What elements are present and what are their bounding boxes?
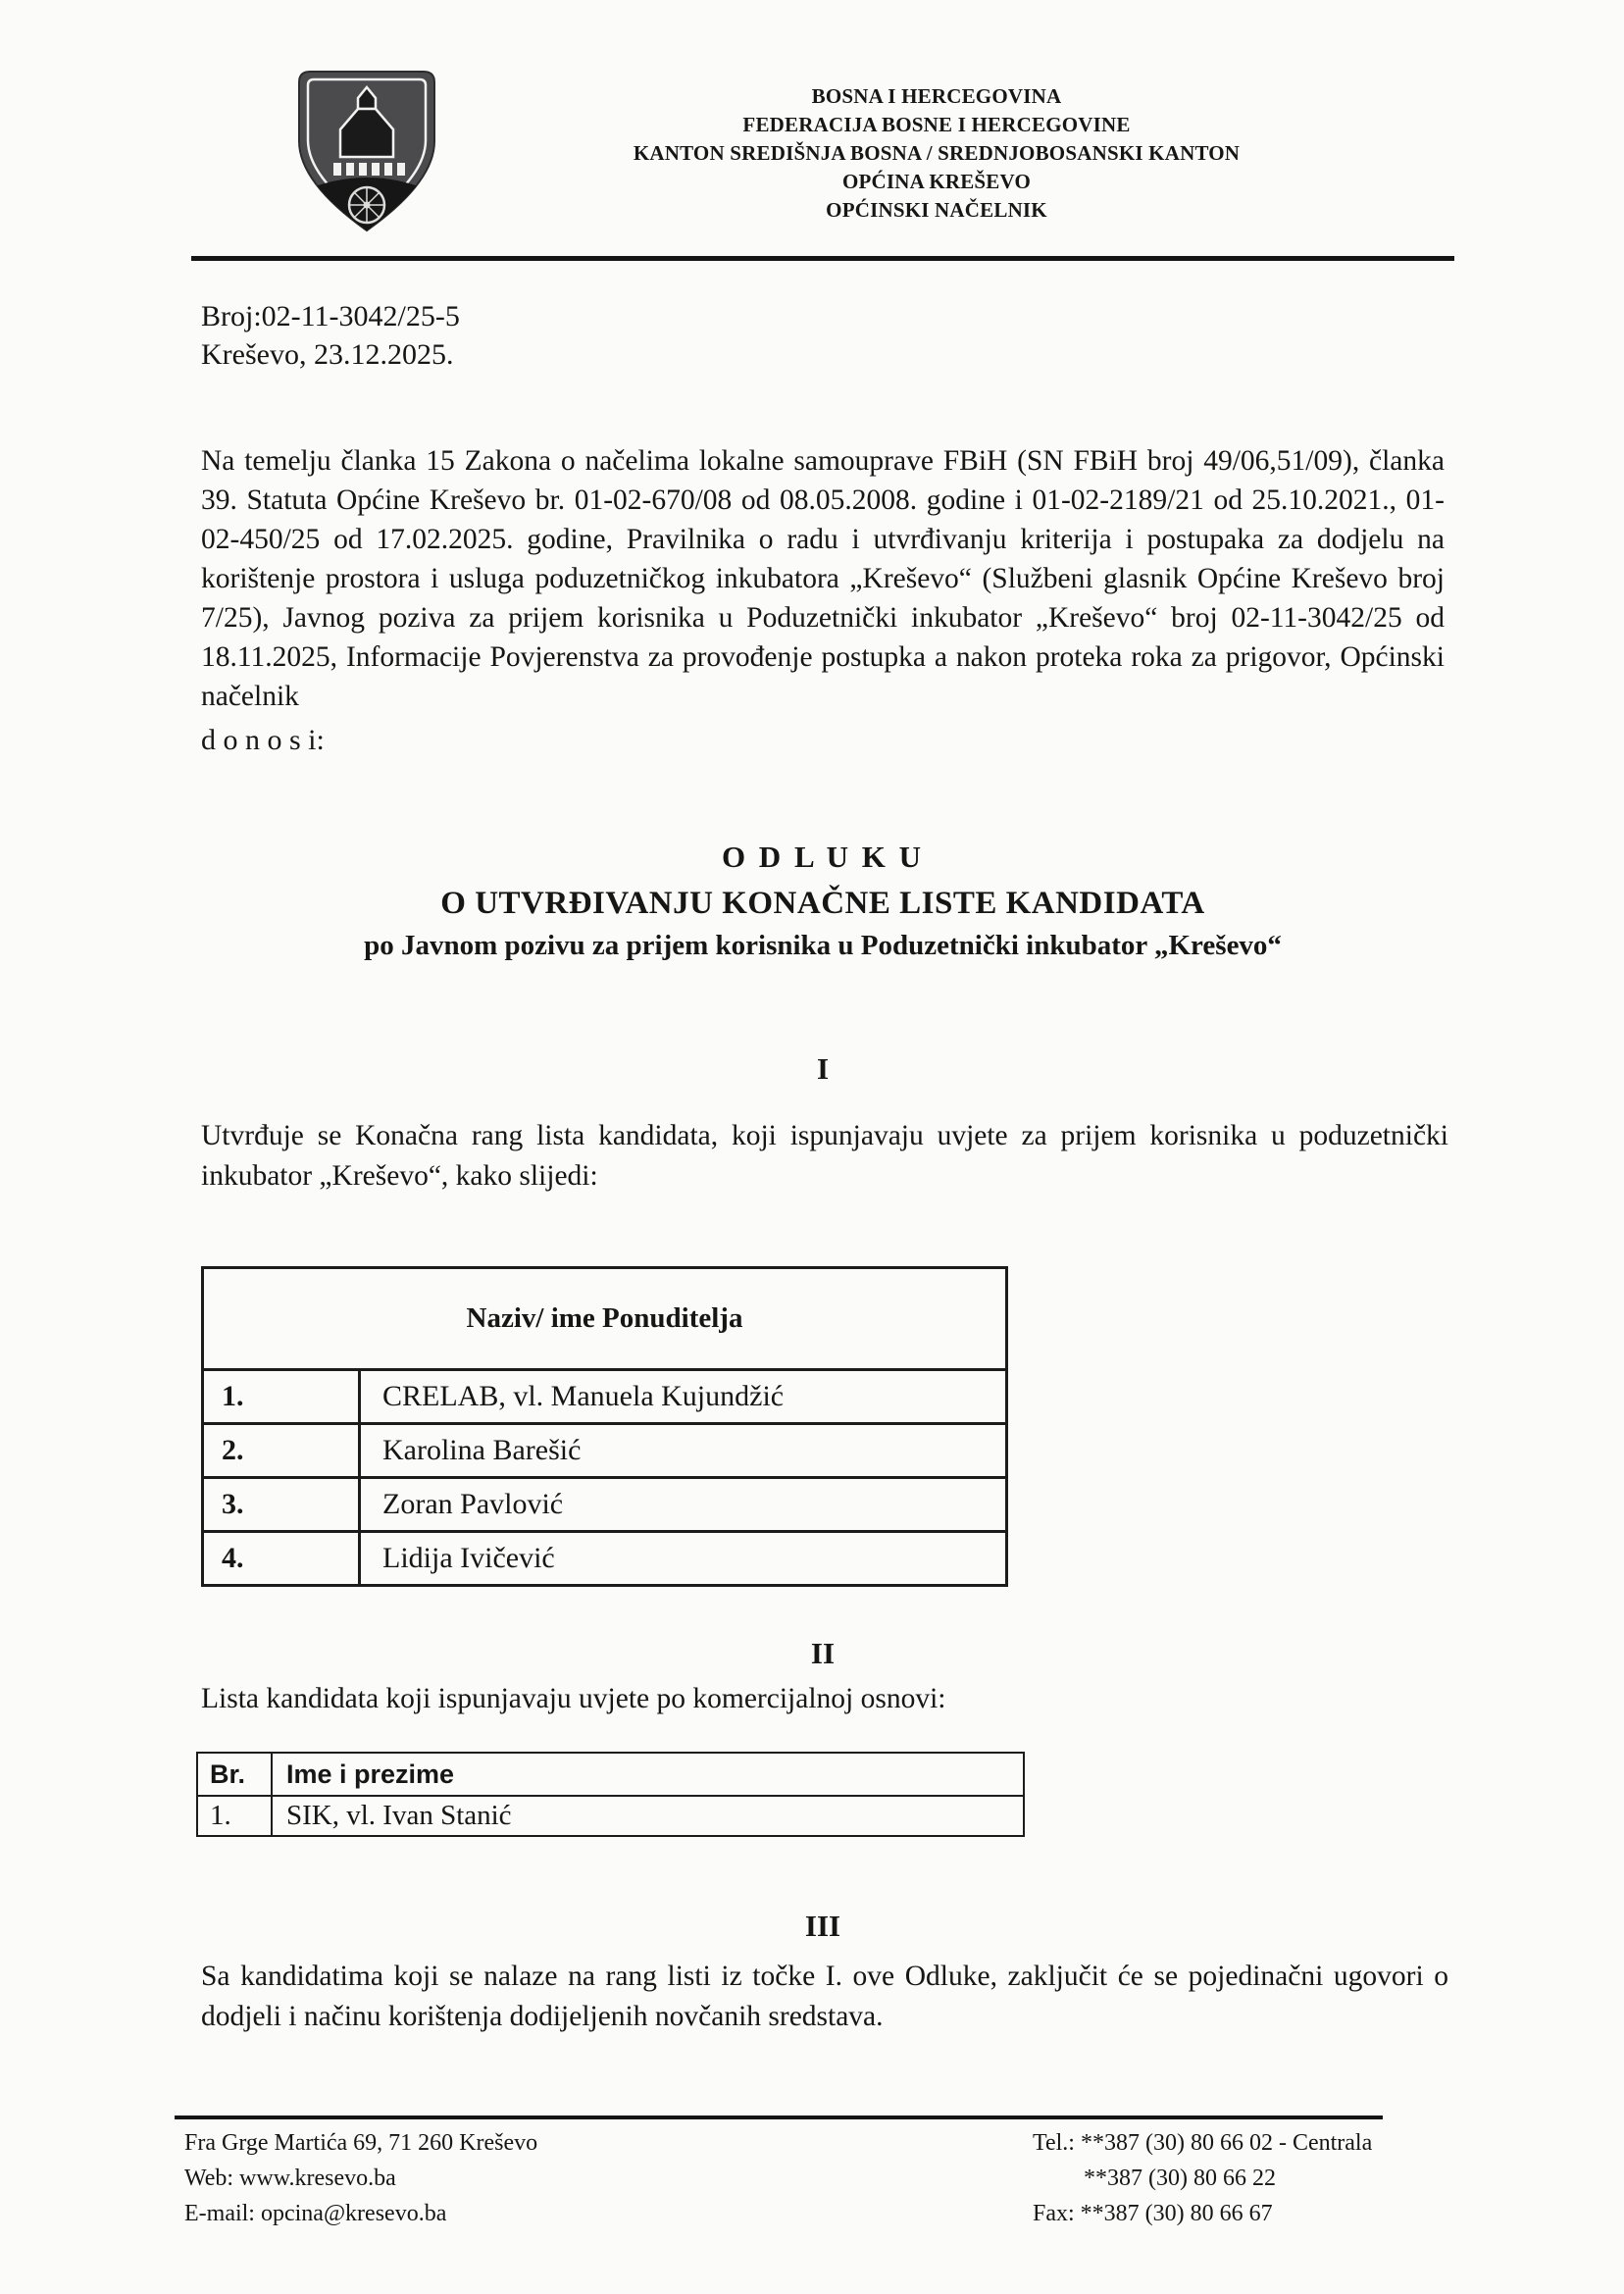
decision-title (201, 840, 1445, 962)
candidate-name-cell: Karolina Barešić (360, 1424, 1007, 1478)
institution-header (441, 82, 1432, 225)
section-3-text: Sa kandidatima koji se nalaze na rang listi iz točke I. ove Odluke, zaključit će se pojedinačni ugovori o dodjeli i načinu korištenja dodijeljenih novčanih sredstava. (201, 1961, 1448, 2032)
org-line-federation: FEDERACIJA BOSNE I HERCEGOVINE (742, 113, 1131, 136)
row-number-cell: 1. (197, 1796, 272, 1836)
footer-address: Fra Grge Martića 69, 71 260 Kreševo (184, 2130, 538, 2156)
row-number-cell: 1. (203, 1370, 360, 1424)
table-row (203, 1370, 1007, 1424)
final-candidate-list-table (201, 1266, 1008, 1587)
table-row (197, 1796, 1024, 1836)
footer-divider (175, 2116, 1383, 2119)
decision-title-word: O D L U K U (721, 840, 925, 874)
preamble-paragraph: Na temelju članka 15 Zakona o načelima lokalne samouprave FBiH (SN FBiH broj 49/06,51/09), članka 39. Statuta Općine Kreševo br. 01-02-670/08 od 08.05.2008. godine i 01-02-2189/21 od 25.10.2021., 01-02-450/25 od 17.02.2025. godine, Pravilnika o radu i utvrđivanju kriterija i postupaka za dodjelu na korištenje prostora i usluga poduzetničkog inkubatora „Kreševo“ (Službeni glasnik Općine Kreševo broj 7/25), Javnog poziva za prijem korisnika u Poduzetnički inkubator „Kreševo“ broj 02-11-3042/25 od 18.11.2025, Informacije Povjerenstva za provođenje postupka a nakon proteka roka za prigovor, Općinski načelnik (201, 445, 1445, 712)
row-number-cell: 3. (203, 1478, 360, 1532)
candidate-name-cell: Zoran Pavlović (360, 1478, 1007, 1532)
section-1-text: Utvrđuje se Konačna rang lista kandidata, koji ispunjavaju uvjete za prijem korisnika u poduzetnički inkubator „Kreševo“, kako slijedi: (201, 1120, 1448, 1192)
document-meta (201, 297, 460, 374)
number-column-header: Br. (197, 1753, 272, 1796)
candidate-name-cell: Lidija Ivičević (360, 1532, 1007, 1586)
footer-tel-1: Tel.: **387 (30) 80 66 02 - Centrala (1033, 2130, 1373, 2156)
footer-tel-2: **387 (30) 80 66 22 (1084, 2166, 1276, 2191)
table-row (203, 1424, 1007, 1478)
org-line-country: BOSNA I HERCEGOVINA (811, 84, 1062, 108)
document-number: Broj:02-11-3042/25-5 (201, 300, 460, 332)
table-header-row (197, 1753, 1024, 1796)
table-row (203, 1478, 1007, 1532)
footer-contact-left (184, 2125, 537, 2231)
footer-web: Web: www.kresevo.ba (184, 2166, 396, 2191)
candidate-name-cell: SIK, vl. Ivan Stanić (272, 1796, 1024, 1836)
org-line-municipality: OPĆINA KREŠEVO (842, 170, 1031, 193)
footer-fax: Fax: **387 (30) 80 66 67 (1033, 2201, 1273, 2226)
commercial-candidate-table (196, 1752, 1025, 1837)
footer-contact-right (1033, 2125, 1372, 2231)
table-header-row (203, 1268, 1007, 1370)
row-number-cell: 2. (203, 1424, 360, 1478)
header-divider (191, 256, 1454, 261)
decision-title-subject: O UTVRĐIVANJU KONAČNE LISTE KANDIDATA (440, 886, 1205, 921)
org-line-mayor: OPĆINSKI NAČELNIK (826, 198, 1047, 222)
section-2-text: Lista kandidata koji ispunjavaju uvjete po komercijalnoj osnovi: (201, 1683, 946, 1714)
row-number-cell: 4. (203, 1532, 360, 1586)
name-column-header: Ime i prezime (272, 1753, 1024, 1796)
section-numeral-1: I (816, 1051, 830, 1086)
footer-email: E-mail: opcina@kresevo.ba (184, 2201, 447, 2226)
decision-title-basis: po Javnom pozivu za prijem korisnika u Poduzetnički inkubator „Kreševo“ (364, 930, 1282, 961)
donosi-line: d o n o s i: (201, 724, 325, 756)
document-place-date: Kreševo, 23.12.2025. (201, 338, 454, 371)
section-numeral-3: III (804, 1909, 841, 1943)
preamble-block (201, 441, 1445, 760)
org-line-canton: KANTON SREDIŠNJA BOSNA / SREDNJOBOSANSKI KANTON (633, 141, 1241, 165)
table-row (203, 1532, 1007, 1586)
section-numeral-2: II (810, 1636, 836, 1670)
kresevo-coat-of-arms-icon (294, 67, 439, 235)
table-header-cell: Naziv/ ime Ponuditelja (203, 1268, 1007, 1370)
candidate-name-cell: CRELAB, vl. Manuela Kujundžić (360, 1370, 1007, 1424)
